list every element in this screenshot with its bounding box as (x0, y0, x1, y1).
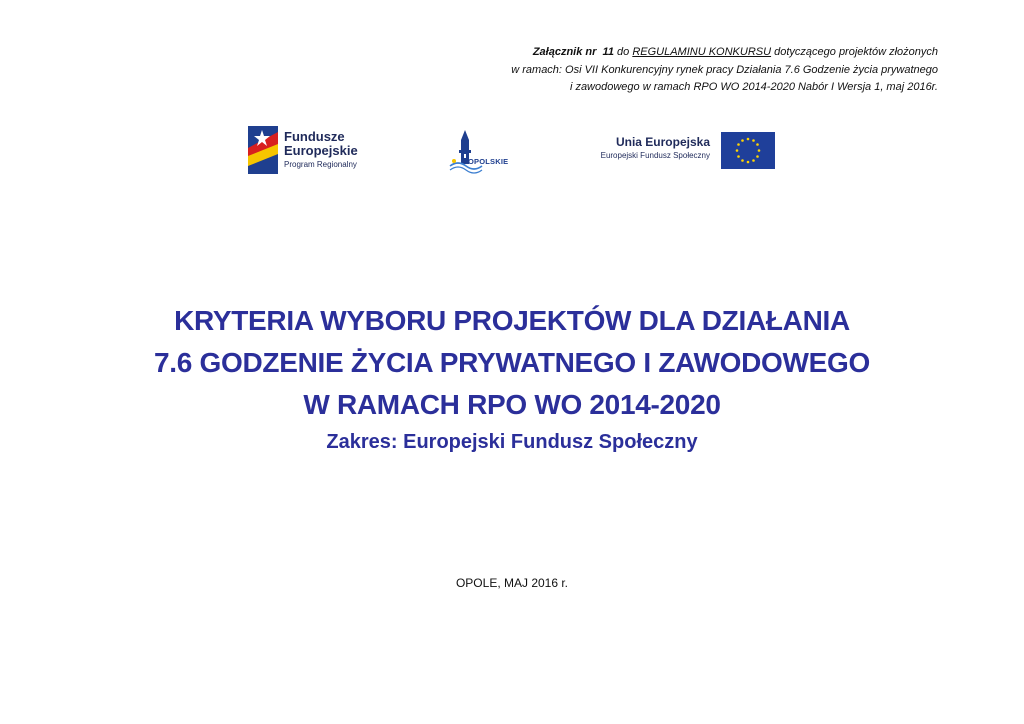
unia-line-2: Europejski Fundusz Społeczny (600, 151, 710, 160)
attachment-note-line-2: w ramach: Osi VII Konkurencyjny rynek pracy Działania 7.6 Godzenie życia prywatnego (511, 63, 938, 76)
attachment-do: do (617, 46, 630, 58)
title-line-2: 7.6 GODZENIE ŻYCIA PRYWATNEGO I ZAWODOWEGO (154, 347, 870, 378)
document-title (0, 300, 1024, 456)
opolskie-tower-icon (448, 130, 520, 174)
attachment-number: 11 (602, 46, 614, 58)
place-date: OPOLE, MAJ 2016 r. (455, 576, 569, 590)
eu-flag-icon (721, 132, 775, 169)
document-subtitle: Zakres: Europejski Fundusz Społeczny (326, 431, 698, 453)
unia-line-1: Unia Europejska (615, 135, 710, 149)
opolskie-text: OPOLSKIE (468, 157, 509, 166)
title-line-1: KRYTERIA WYBORU PROJEKTÓW DLA DZIAŁANIA (174, 305, 850, 336)
attachment-note-line-1 (318, 44, 938, 62)
unia-text (601, 135, 710, 162)
fundusze-line-3: Program Regionalny (284, 160, 357, 169)
fundusze-text (284, 130, 358, 170)
fundusze-line-1: Fundusze (284, 129, 345, 144)
unia-europejska-logo (590, 132, 780, 172)
opolskie-logo (448, 130, 520, 174)
regulamin-link-text: REGULAMINU KONKURSU (632, 46, 772, 58)
logo-strip (0, 118, 1024, 182)
attachment-prefix: Załącznik nr (532, 46, 597, 58)
fundusze-star-icon (248, 126, 278, 174)
fundusze-line-2: Europejskie (284, 143, 358, 158)
attachment-line-1-rest: dotyczącego projektów złożonych (774, 46, 938, 58)
attachment-note-line-3: i zawodowego w ramach RPO WO 2014-2020 Nabór I Wersja 1, maj 2016r. (569, 81, 938, 93)
attachment-note (318, 44, 938, 97)
title-line-3: W RAMACH RPO WO 2014-2020 (303, 389, 721, 420)
fundusze-europejskie-logo (248, 126, 388, 178)
